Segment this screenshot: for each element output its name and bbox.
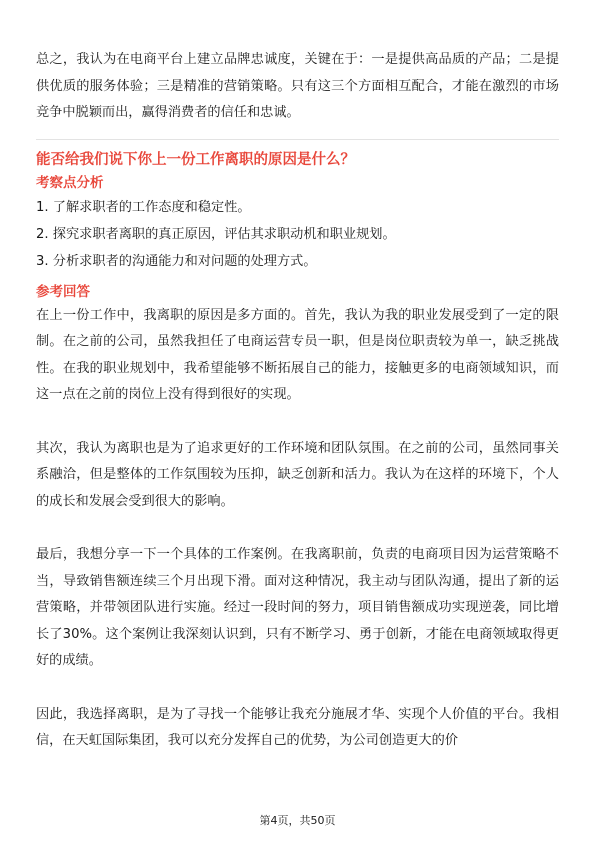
spacer (36, 515, 559, 542)
answer-heading: 参考回答 (36, 283, 90, 300)
analysis-heading: 考察点分析 (36, 174, 104, 191)
section-divider (36, 139, 559, 140)
answer-paragraph: 在上一份工作中，我离职的原因是多方面的。首先，我认为我的职业发展受到了一定的限制。在之前的公司，虽然我担任了电商运营专员一职，但是岗位职责较为单一，缺乏挑战性。在我的职业规划中，我希望能够不断拓展自己的能力，接触更多的电商领域知识，而这一点在之前的岗位上没有得到很好的实现。 (36, 307, 559, 402)
analysis-item: 3. 分析求职者的沟通能力和对问题的处理方式。 (36, 253, 317, 269)
analysis-item: 2. 探究求职者离职的真正原因，评估其求职动机和职业规划。 (36, 226, 396, 242)
answer-paragraph: 最后，我想分享一下一个具体的工作案例。在我离职前，负责的电商项目因为运营策略不当，导致销售额连续三个月出现下滑。面对这种情况，我主动与团队沟通，提出了新的运营策略，并带领团队进行实施。经过一段时间的努力，项目销售额成功实现逆袭，同比增长了30%。这个案例让我深刻认识到，只有不断学习、勇于创新，才能在电商领域取得更好的成绩。 (36, 547, 559, 668)
page-content (36, 47, 559, 755)
spacer (36, 675, 559, 702)
intro-paragraph: 总之，我认为在电商平台上建立品牌忠诚度，关键在于：一是提供高品质的产品；二是提供优质的服务体验；三是精准的营销策略。只有这三个方面相互配合，才能在激烈的市场竞争中脱颖而出，赢得消费者的信任和忠诚。 (36, 52, 559, 120)
analysis-item: 1. 了解求职者的工作态度和稳定性。 (36, 199, 251, 215)
analysis-list (36, 194, 559, 275)
interview-question: 能否给我们说下你上一份工作离职的原因是什么？ (36, 151, 355, 168)
page-number: 第4页，共50页 (259, 814, 336, 827)
answer-paragraph: 其次，我认为离职也是为了追求更好的工作环境和团队氛围。在之前的公司，虽然同事关系融洽，但是整体的工作氛围较为压抑，缺乏创新和活力。我认为在这样的环境下，个人的成长和发展会受到很大的影响。 (36, 440, 559, 509)
spacer (36, 409, 559, 436)
answer-paragraph: 因此，我选择离职，是为了寻找一个能够让我充分施展才华、实现个人价值的平台。我相信，在天虹国际集团，我可以充分发挥自己的优势，为公司创造更大的价 (36, 706, 559, 748)
